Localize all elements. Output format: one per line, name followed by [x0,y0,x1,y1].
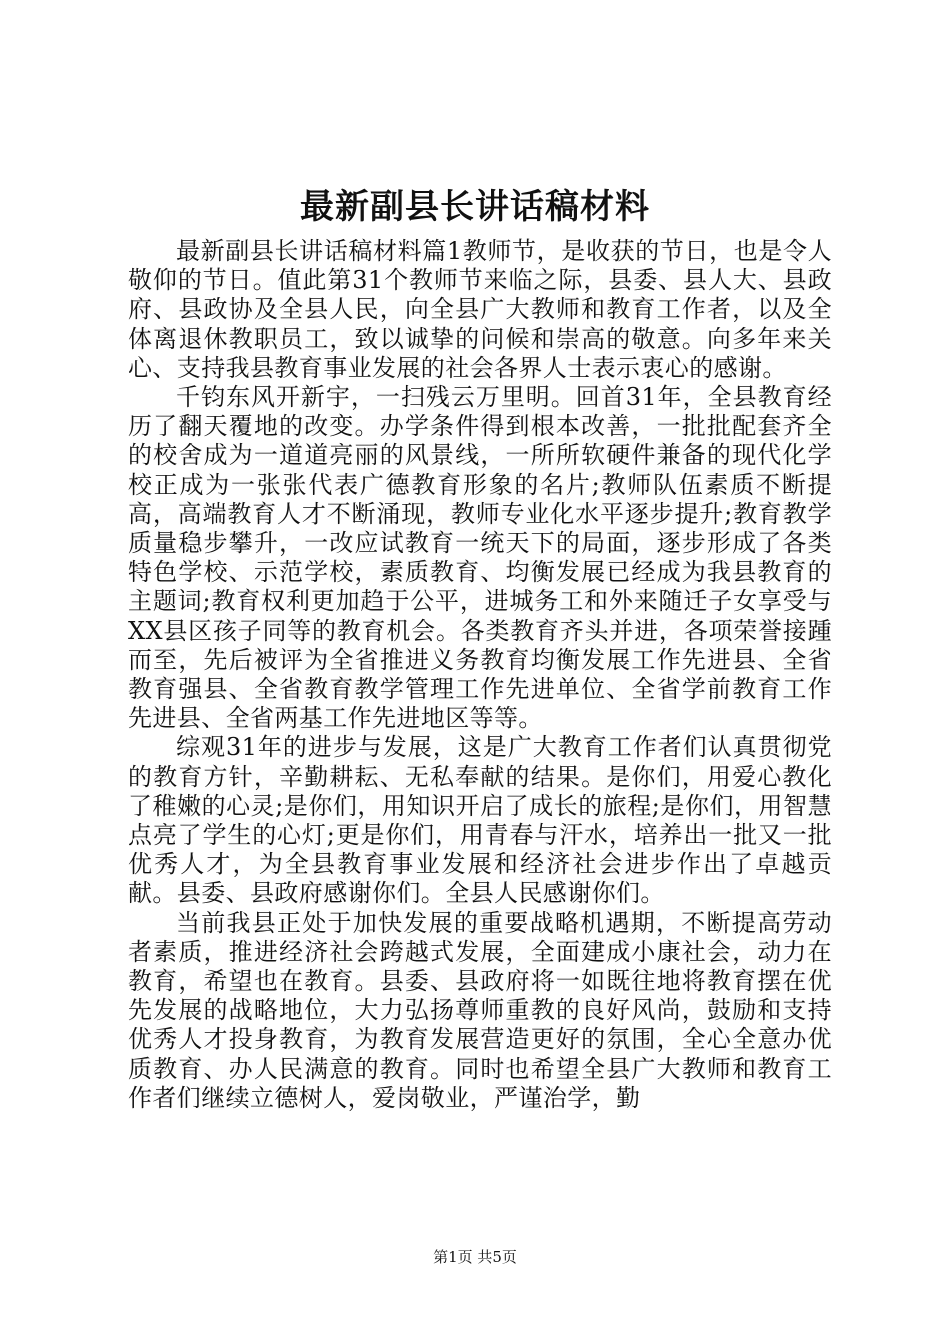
document-title: 最新副县长讲话稿材料 [300,187,650,227]
paragraph: 综观31年的进步与发展，这是广大教育工作者们认真贯彻党的教育方针，辛勤耕耘、无私奉献的结果。是你们，用爱心教化了稚嫩的心灵;是你们，用知识开启了成长的旅程;是你们，用智慧点亮了学生的心灯;更是你们，用青春与汗水，培养出一批又一批优秀人才，为全县教育事业发展和经济社会进步作出了卓越贡献。县委、县政府感谢你们。全县人民感谢你们。 [128,733,832,908]
paragraph: 千钧东风开新宇，一扫残云万里明。回首31年，全县教育经历了翻天覆地的改变。办学条件得到根本改善，一批批配套齐全的校舍成为一道道亮丽的风景线，一所所软硬件兼备的现代化学校正成为一张张代表广德教育形象的名片;教师队伍素质不断提高，高端教育人才不断涌现，教师专业化水平逐步提升;教育教学质量稳步攀升，一改应试教育一统天下的局面，逐步形成了各类特色学校、示范学校，素质教育、均衡发展已经成为我县教育的主题词;教育权利更加趋于公平，进城务工和外来随迁子女享受与XX县区孩子同等的教育机会。各类教育齐头并进，各项荣誉接踵而至，先后被评为全省推进义务教育均衡发展工作先进县、全省教育强县、全省教育教学管理工作先进单位、全省学前教育工作先进县、全省两基工作先进地区等等。 [128,383,832,733]
document-body [128,237,832,1113]
paragraph: 最新副县长讲话稿材料篇1教师节，是收获的节日，也是令人敬仰的节日。值此第31个教师节来临之际，县委、县人大、县政府、县政协及全县人民，向全县广大教师和教育工作者，以及全体离退休教职员工，致以诚挚的问候和崇高的敬意。向多年来关心、支持我县教育事业发展的社会各界人士表示衷心的感谢。 [128,237,832,382]
page-number-footer: 第1页 共5页 [433,1248,517,1266]
paragraph: 当前我县正处于加快发展的重要战略机遇期，不断提高劳动者素质，推进经济社会跨越式发展，全面建成小康社会，动力在教育，希望也在教育。县委、县政府将一如既往地将教育摆在优先发展的战略地位，大力弘扬尊师重教的良好风尚，鼓励和支持优秀人才投身教育，为教育发展营造更好的氛围，全心全意办优质教育、办人民满意的教育。同时也希望全县广大教师和教育工作者们继续立德树人，爱岗敬业，严谨治学，勤 [128,908,832,1112]
